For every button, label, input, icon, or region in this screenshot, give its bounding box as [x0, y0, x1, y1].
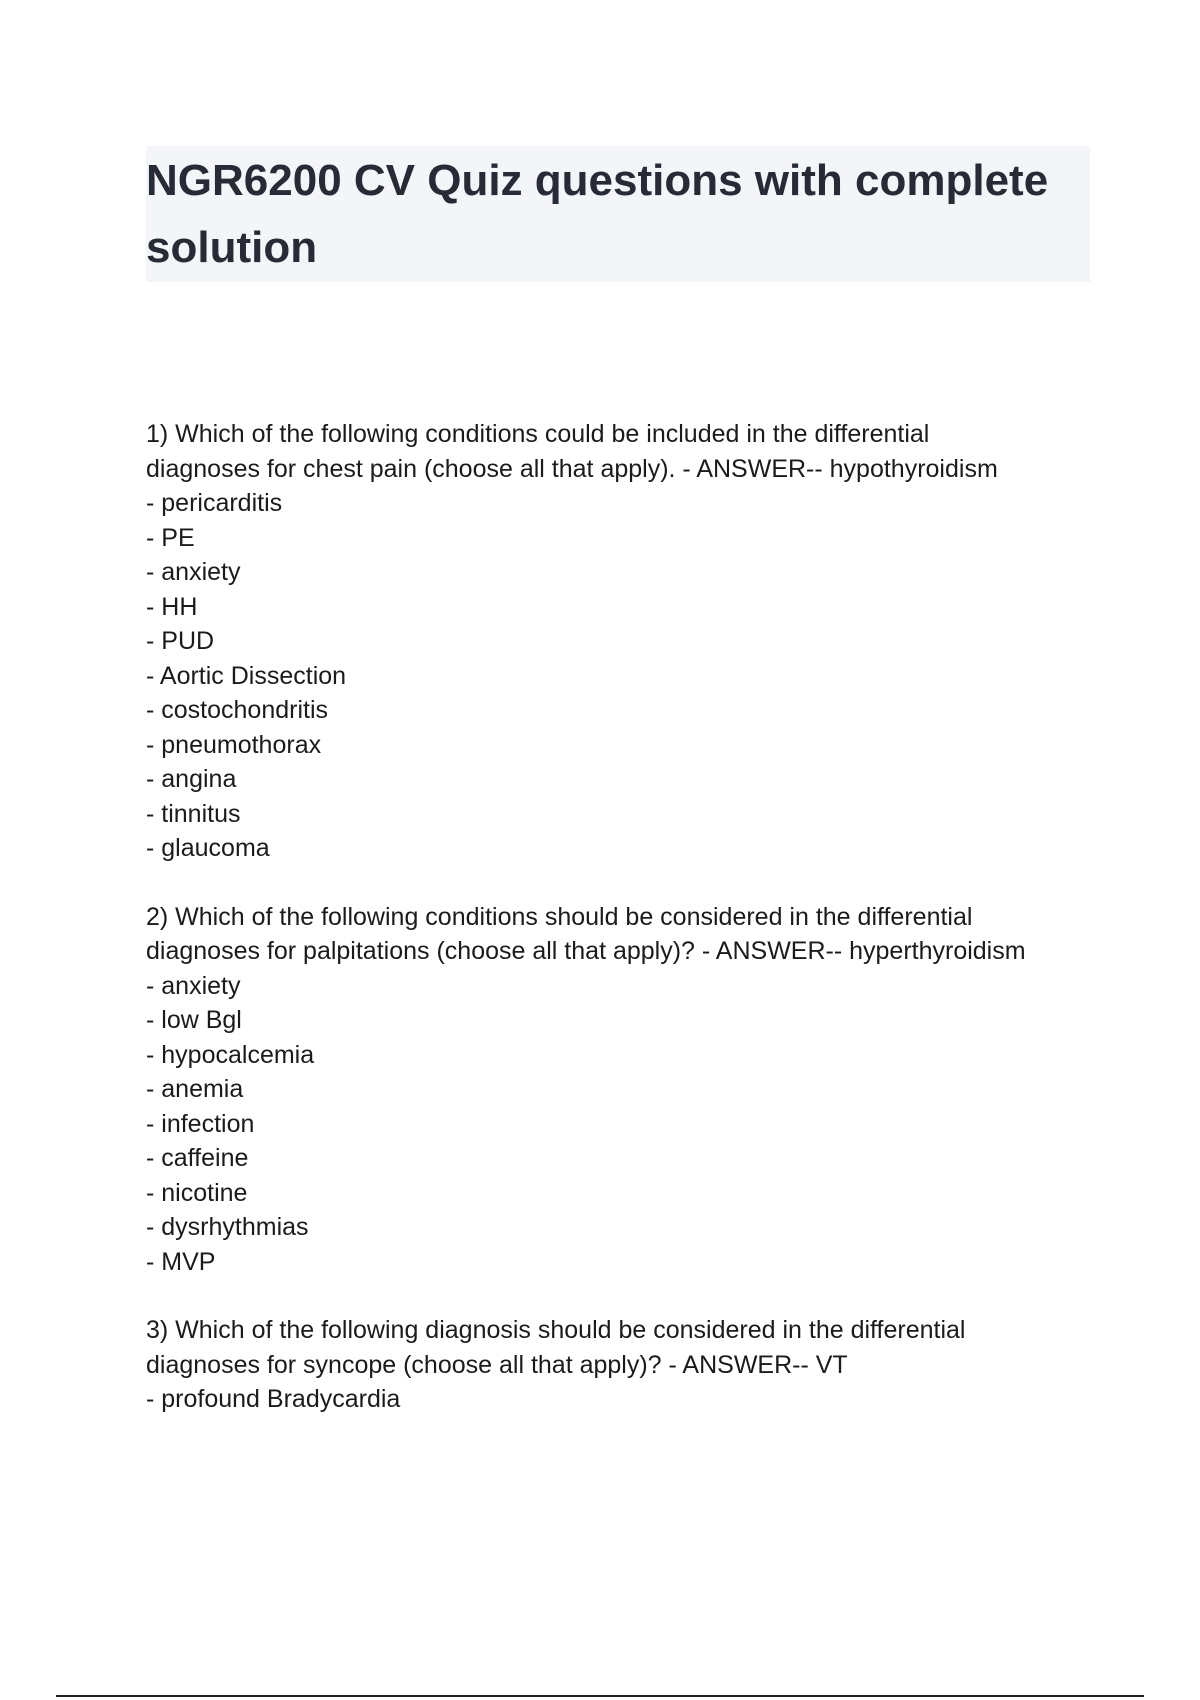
answer-item: - PE: [146, 523, 195, 552]
answer-item: - hypocalcemia: [146, 1040, 315, 1069]
question-text-line: 3) Which of the following diagnosis should be considered in the differential: [146, 1316, 966, 1344]
answer-item: - MVP: [146, 1247, 216, 1276]
answer-item: - anxiety: [146, 971, 241, 1000]
page-bottom-divider: [56, 1695, 1144, 1697]
answer-item: - caffeine: [146, 1144, 249, 1172]
question-text-line: diagnoses for chest pain (choose all that apply). - ANSWER-- hypothyroidism: [146, 454, 998, 483]
question-1: [146, 417, 1106, 866]
question-2: [146, 900, 1106, 1280]
answer-item: - glaucoma: [146, 834, 270, 862]
answer-item: - pericarditis: [146, 489, 283, 517]
answer-item: - HH: [146, 592, 198, 621]
question-text-line: 1) Which of the following conditions could be included in the differential: [146, 420, 930, 448]
question-3: [146, 1313, 1106, 1417]
answer-item: - PUD: [146, 627, 215, 655]
answer-item: - pneumothorax: [146, 730, 322, 759]
question-text-line: diagnoses for syncope (choose all that apply)? - ANSWER-- VT: [146, 1350, 848, 1379]
answer-item: - costochondritis: [146, 696, 329, 724]
answer-item: - tinnitus: [146, 799, 241, 828]
page-title: NGR6200 CV Quiz questions with complete solution: [146, 156, 1049, 272]
answer-item: - dysrhythmias: [146, 1213, 309, 1241]
answer-item: - anemia: [146, 1075, 244, 1103]
answer-item: - Aortic Dissection: [146, 661, 347, 690]
answer-item: - low Bgl: [146, 1006, 242, 1034]
title-block: [146, 146, 1090, 282]
question-text-line: diagnoses for palpitations (choose all that apply)? - ANSWER-- hyperthyroidism: [146, 937, 1026, 965]
answer-item: - angina: [146, 765, 237, 793]
questions-section: [146, 417, 1106, 1451]
answer-item: - profound Bradycardia: [146, 1385, 401, 1413]
answer-item: - nicotine: [146, 1178, 248, 1207]
question-text-line: 2) Which of the following conditions should be considered in the differential: [146, 902, 973, 931]
answer-item: - anxiety: [146, 558, 241, 586]
answer-item: - infection: [146, 1109, 255, 1138]
